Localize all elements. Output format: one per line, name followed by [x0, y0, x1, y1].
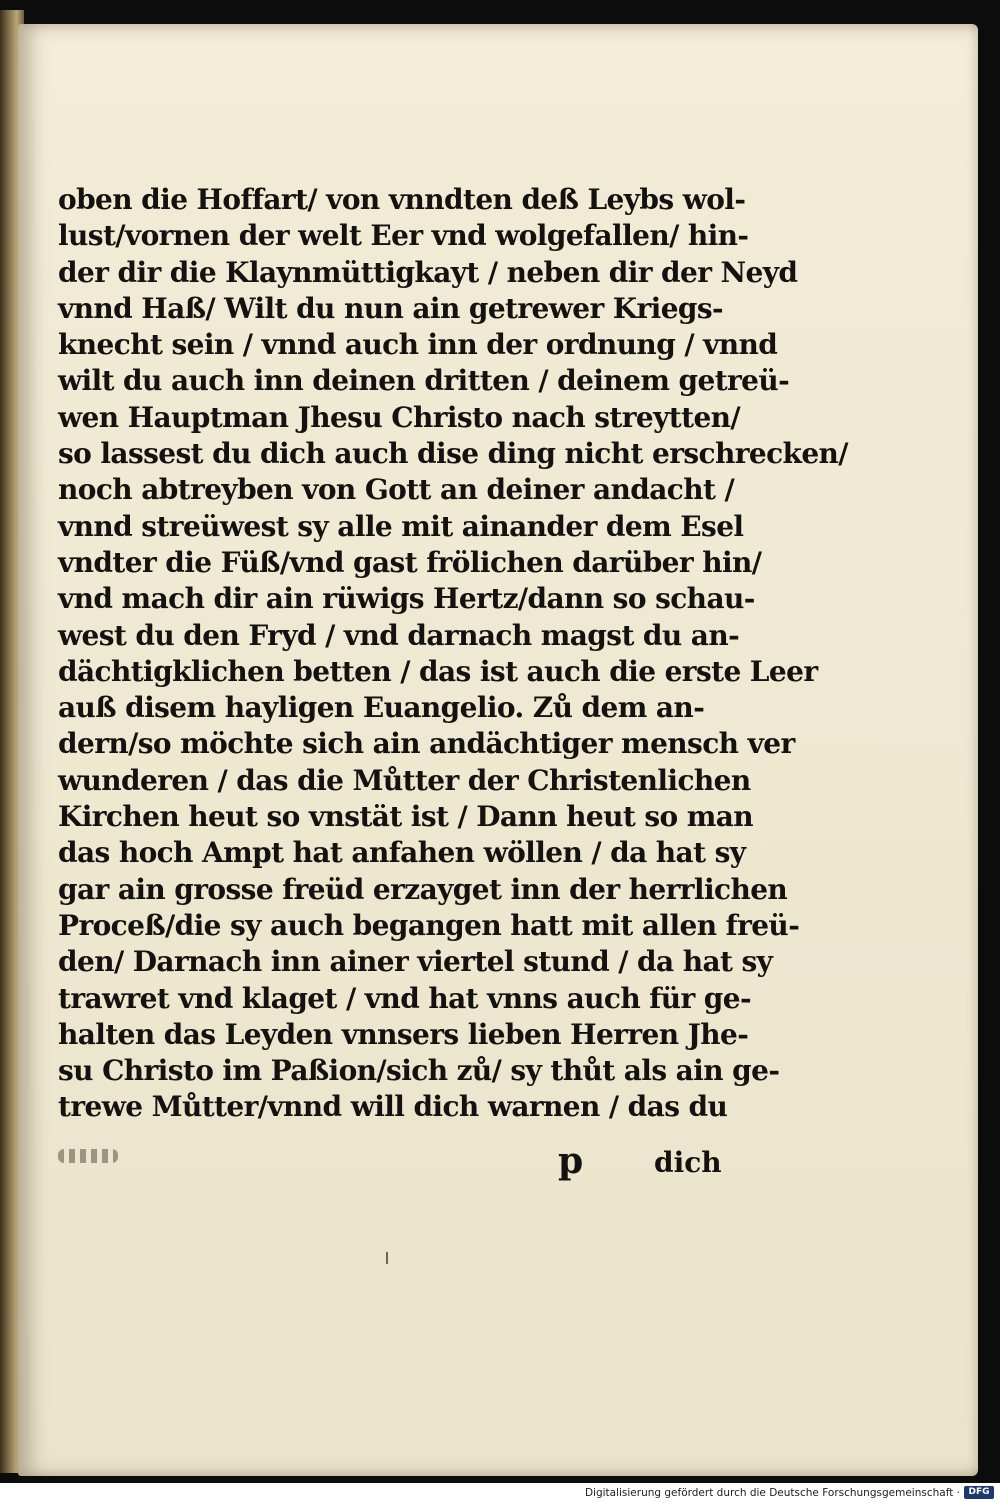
text-line: wilt du auch inn deinen dritten / deinem getreü-	[58, 364, 790, 398]
dfg-logo-text: DFG	[968, 1487, 990, 1497]
text-line: noch abtreyben von Gott an deiner andacht /	[58, 473, 735, 507]
text-line: der dir die Klaynmüttigkayt / neben dir der Neyd	[58, 255, 798, 289]
text-line: vnnd streüwest sy alle mit ainander dem Esel	[58, 509, 744, 543]
text-line: das hoch Ampt hat anfahen wöllen / da hat sy	[58, 836, 746, 870]
text-line: auß disem hayligen Euangelio. Zů dem an-	[58, 691, 705, 725]
text-line: oben die Hoffart/ von vnndten deß Leybs wol-	[58, 183, 746, 216]
text-line: Proceß/die sy auch begangen hatt mit allen freü-	[58, 908, 800, 942]
text-line: wunderen / das die Můtter der Christenlichen	[58, 763, 751, 797]
ink-smudge	[58, 1149, 118, 1163]
text-line: gar ain grosse freüd erzayget inn der herrlichen	[58, 872, 788, 906]
text-line: so lassest du dich auch dise ding nicht erschrecken/	[58, 437, 848, 471]
text-line: dächtigklichen betten / das ist auch die erste Leer	[58, 654, 818, 688]
signature-mark: p	[558, 1140, 584, 1182]
text-line: trawret vnd klaget / vnd hat vnns auch für ge-	[58, 981, 751, 1015]
text-line: knecht sein / vnnd auch inn der ordnung / vnnd	[58, 328, 778, 362]
page-text	[58, 182, 848, 1126]
text-line: su Christo im Paßion/sich zů/ sy thůt als ain ge-	[58, 1054, 780, 1088]
paper-mark	[386, 1252, 388, 1264]
text-line: dern/so möchte sich ain andächtiger mensch ver	[58, 727, 795, 761]
text-line: lust/vornen der welt Eer vnd wolgefallen/ hin-	[58, 219, 749, 253]
text-line: vnd mach dir ain rüwigs Hertz/dann so schau-	[58, 582, 755, 616]
text-line: den/ Darnach inn ainer viertel stund / da hat sy	[58, 945, 773, 979]
text-line: wen Hauptman Jhesu Christo nach streytten/	[58, 400, 741, 434]
text-line: trewe Můtter/vnnd will dich warnen / das du	[58, 1090, 728, 1124]
digitization-credit: Digitalisierung gefördert durch die Deutsche Forschungsgemeinschaft ·	[584, 1487, 960, 1499]
dfg-logo	[964, 1486, 994, 1499]
text-line: halten das Leyden vnnsers lieben Herren Jhe-	[58, 1017, 749, 1051]
book-page	[18, 24, 978, 1476]
text-line: west du den Fryd / vnd darnach magst du an-	[58, 618, 740, 652]
text-line: vnnd Haß/ Wilt du nun ain getrewer Kriegs-	[58, 291, 724, 325]
text-line: Kirchen heut so vnstät ist / Dann heut so man	[58, 800, 754, 834]
text-line: vndter die Füß/vnd gast frölichen darüber hin/	[58, 545, 762, 579]
page-footer	[58, 1139, 738, 1183]
catchword: dich	[654, 1146, 722, 1179]
